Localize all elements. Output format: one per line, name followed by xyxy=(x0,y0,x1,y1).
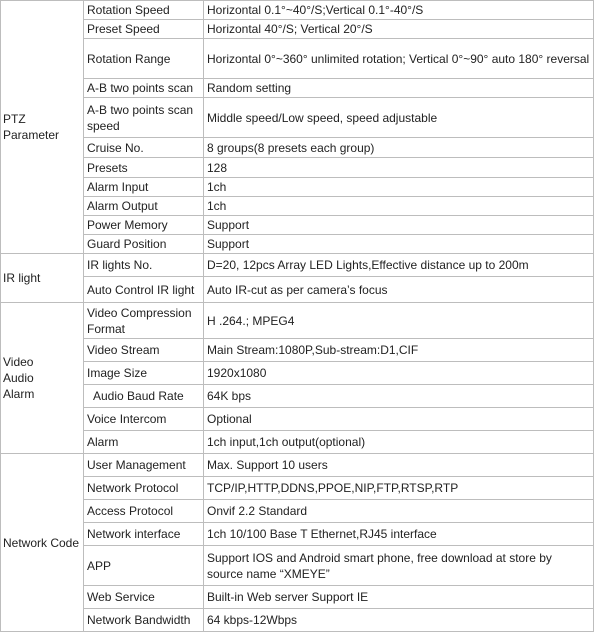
spec-label: Network Bandwidth xyxy=(84,609,204,632)
spec-label: Image Size xyxy=(84,362,204,385)
spec-value: 1ch 10/100 Base T Ethernet,RJ45 interface xyxy=(204,523,594,546)
spec-value: 1ch input,1ch output(optional) xyxy=(204,431,594,454)
table-row xyxy=(1,216,594,235)
table-row xyxy=(1,477,594,500)
spec-value: 1ch xyxy=(204,197,594,216)
spec-label: Web Service xyxy=(84,586,204,609)
spec-label: Alarm xyxy=(84,431,204,454)
table-row xyxy=(1,235,594,254)
spec-label: Video Stream xyxy=(84,339,204,362)
spec-label: Power Memory xyxy=(84,216,204,235)
table-row xyxy=(1,158,594,178)
table-row xyxy=(1,339,594,362)
spec-value: Random setting xyxy=(204,79,594,98)
spec-label: Rotation Speed xyxy=(84,1,204,20)
table-row xyxy=(1,39,594,79)
spec-label: A-B two points scan speed xyxy=(84,98,204,138)
table-row xyxy=(1,546,594,586)
spec-value: Support xyxy=(204,216,594,235)
category-video-audio-alarm: Video Audio Alarm xyxy=(1,303,84,454)
spec-value: Support xyxy=(204,235,594,254)
spec-label: Preset Speed xyxy=(84,20,204,39)
spec-value: Main Stream:1080P,Sub-stream:D1,CIF xyxy=(204,339,594,362)
table-row xyxy=(1,523,594,546)
spec-value: 8 groups(8 presets each group) xyxy=(204,138,594,158)
table-row xyxy=(1,20,594,39)
table-row xyxy=(1,277,594,303)
table-row xyxy=(1,431,594,454)
spec-label: Alarm Output xyxy=(84,197,204,216)
table-row xyxy=(1,385,594,408)
table-row xyxy=(1,178,594,197)
spec-value: Max. Support 10 users xyxy=(204,454,594,477)
table-row xyxy=(1,454,594,477)
spec-value: Onvif 2.2 Standard xyxy=(204,500,594,523)
spec-value: Support IOS and Android smart phone, free download at store by source name “XMEYE” xyxy=(204,546,594,586)
category-ir-light: IR light xyxy=(1,254,84,303)
spec-label: Cruise No. xyxy=(84,138,204,158)
spec-value: H .264.; MPEG4 xyxy=(204,303,594,339)
spec-value: D=20, 12pcs Array LED Lights,Effective distance up to 200m xyxy=(204,254,594,277)
category-network-code: Network Code xyxy=(1,454,84,632)
spec-label: Rotation Range xyxy=(84,39,204,79)
spec-label: Guard Position xyxy=(84,235,204,254)
spec-value: Optional xyxy=(204,408,594,431)
spec-label: Network Protocol xyxy=(84,477,204,500)
table-row xyxy=(1,138,594,158)
category-ptz-parameter: PTZ Parameter xyxy=(1,1,84,254)
table-row xyxy=(1,586,594,609)
spec-label: Network interface xyxy=(84,523,204,546)
table-row xyxy=(1,254,594,277)
spec-label: IR lights No. xyxy=(84,254,204,277)
spec-label: Auto Control IR light xyxy=(84,277,204,303)
table-row xyxy=(1,362,594,385)
table-row xyxy=(1,609,594,632)
spec-label: Video Compression Format xyxy=(84,303,204,339)
spec-value: 128 xyxy=(204,158,594,178)
spec-label: Voice Intercom xyxy=(84,408,204,431)
spec-value: 1ch xyxy=(204,178,594,197)
spec-value: 1920x1080 xyxy=(204,362,594,385)
spec-value: Horizontal 0°~360° unlimited rotation; Vertical 0°~90° auto 180° reversal xyxy=(204,39,594,79)
spec-value: Horizontal 40°/S; Vertical 20°/S xyxy=(204,20,594,39)
spec-value: TCP/IP,HTTP,DDNS,PPOE,NIP,FTP,RTSP,RTP xyxy=(204,477,594,500)
spec-value: Horizontal 0.1°~40°/S;Vertical 0.1°-40°/S xyxy=(204,1,594,20)
table-row xyxy=(1,303,594,339)
table-row xyxy=(1,408,594,431)
table-row xyxy=(1,1,594,20)
spec-value: 64 kbps-12Wbps xyxy=(204,609,594,632)
spec-value: Auto IR-cut as per camera’s focus xyxy=(204,277,594,303)
spec-value: 64K bps xyxy=(204,385,594,408)
spec-label: Access Protocol xyxy=(84,500,204,523)
table-row xyxy=(1,98,594,138)
table-row xyxy=(1,500,594,523)
table-row xyxy=(1,79,594,98)
spec-value: Middle speed/Low speed, speed adjustable xyxy=(204,98,594,138)
spec-label: APP xyxy=(84,546,204,586)
spec-label: Presets xyxy=(84,158,204,178)
spec-label: User Management xyxy=(84,454,204,477)
table-row xyxy=(1,197,594,216)
spec-label: Alarm Input xyxy=(84,178,204,197)
spec-label: A-B two points scan xyxy=(84,79,204,98)
spec-value: Built-in Web server Support IE xyxy=(204,586,594,609)
spec-label: Audio Baud Rate xyxy=(84,385,204,408)
